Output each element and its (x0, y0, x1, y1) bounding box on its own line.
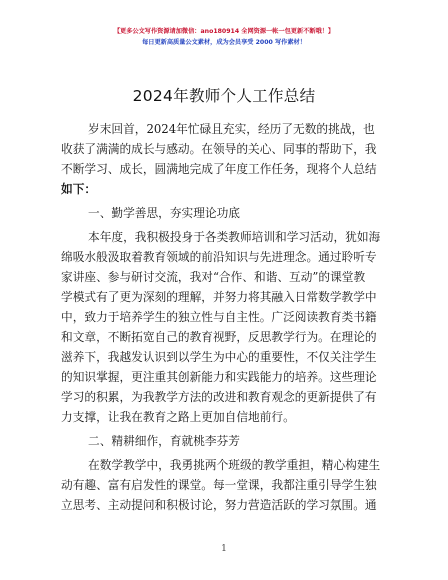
paragraph-line: 力支撑，让我在教育之路上更加自信地前行。 (61, 410, 295, 424)
paragraph-line: 如下： (61, 182, 97, 196)
document-title: 2024年教师个人工作总结 (132, 87, 316, 105)
paragraph-line: 的知识掌握，更注重其创新能力和实践能力的培养。这些理论 (61, 370, 377, 384)
paragraph-line: 学模式有了更为深刻的理解，并努力将其融入日常数学教学中 (61, 290, 377, 304)
paragraph-line: 本年度，我积极投身于各类教师培训和学习活动，犹如海 (88, 230, 381, 244)
section-heading: 一、勤学善思，夯实理论功底 (88, 206, 240, 220)
paragraph-line: 收获了满满的成长与感动。在领导的关心、同事的帮助下，我 (61, 142, 377, 156)
section-heading: 二、精耕细作，育就桃李芬芳 (88, 434, 240, 448)
paragraph-line: 中，致力于培养学生的独立性与自主性。广泛阅读教育类书籍 (61, 310, 377, 324)
paragraph-line: 岁末回首，2024年忙碌且充实，经历了无数的挑战，也 (88, 122, 375, 136)
paragraph-line: 学习的积累，为我教学方法的改进和教育观念的更新提供了有 (61, 390, 377, 404)
paragraph-line: 立思考、主动提问和积极讨论，努力营造活跃的学习氛围。通 (61, 498, 377, 512)
paragraph-line: 家讲座、参与研讨交流，我对“合作、和谐、互动”的课堂教 (61, 270, 366, 284)
paragraph-line: 在数学教学中，我勇挑两个班级的教学重担，精心构建生 (88, 458, 381, 472)
page-number: 1 (221, 544, 227, 554)
promo-banner-line-1: 【更多公文写作资源请加微信：ano180914 全网资源一帐一包更新不断哦！】 (113, 28, 335, 35)
paragraph-line: 滋养下，我越发认识到以学生为中心的重要性，不仅关注学生 (61, 350, 377, 364)
paragraph-line: 不断学习、成长，圆满地完成了年度工作任务，现将个人总结 (61, 162, 377, 176)
paragraph-line: 和文章，不断拓宽自己的教育视野，反思教学行为。在理论的 (61, 330, 377, 344)
paragraph-line: 动有趣、富有启发性的课堂。每一堂课，我都注重引导学生独 (61, 478, 377, 492)
paragraph-line: 绵吸水般汲取着教育领域的前沿知识与先进理念。通过聆听专 (61, 250, 377, 264)
promo-banner-line-2: 每日更新高质量公文素材，成为会员享受 2000 写作素材！ (142, 39, 306, 46)
